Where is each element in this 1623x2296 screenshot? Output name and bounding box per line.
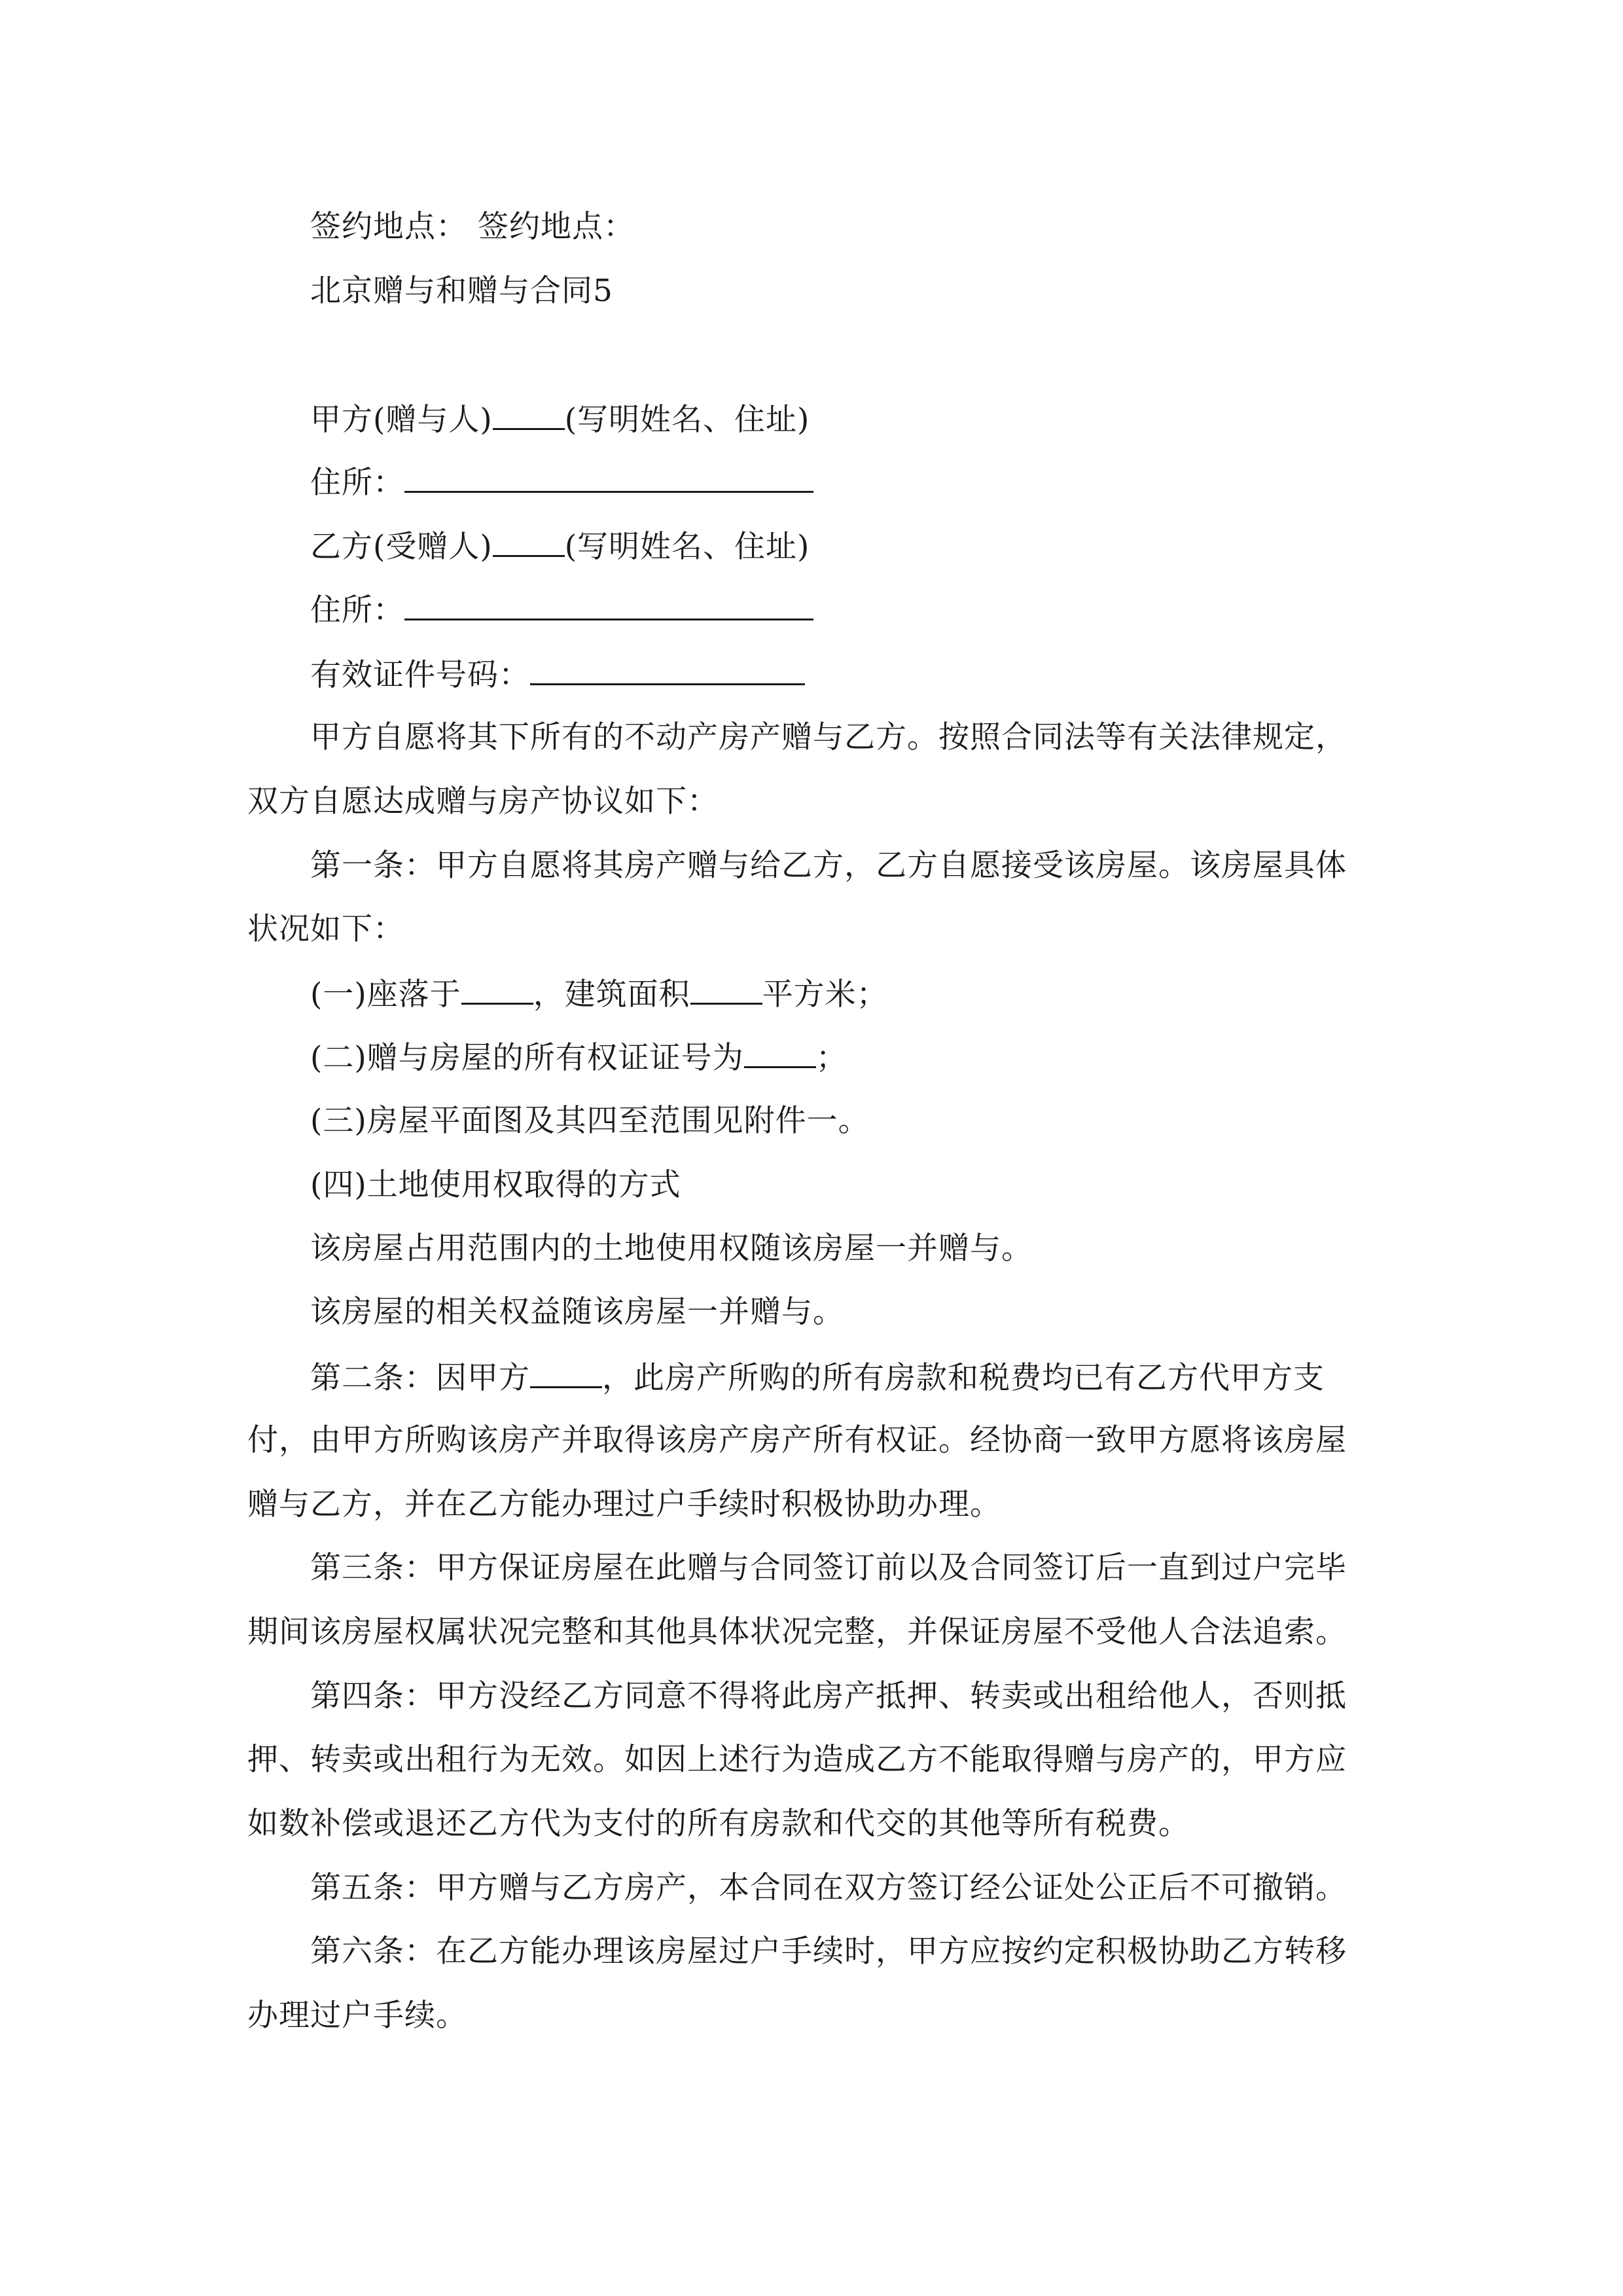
item-1-area-label: ，建筑面积 xyxy=(533,977,690,1013)
intro-line-1: 甲方自愿将其下所有的不动产房产赠与乙方。按照合同法等有关法律规定， xyxy=(310,719,1347,755)
certificate-number-blank xyxy=(744,1037,816,1068)
article-2-line-2: 付，由甲方所购该房产并取得该房产房产所有权证。经协商一致甲方愿将该房屋 xyxy=(247,1422,1347,1458)
residence-label: 住所： xyxy=(310,592,404,628)
item-2-line xyxy=(310,1037,847,1078)
residence-label: 住所： xyxy=(310,465,404,501)
article-4-line-2: 押、转卖或出租行为无效。如因上述行为造成乙方不能取得赠与房产的，甲方应 xyxy=(247,1742,1347,1778)
article-4-line-1: 第四条：甲方没经乙方同意不得将此房产抵押、转卖或出租给他人，否则抵 xyxy=(310,1678,1347,1714)
id-number-blank xyxy=(530,655,805,685)
article-6-line-1: 第六条：在乙方能办理该房屋过户手续时，甲方应按约定积极协助乙方转移 xyxy=(310,1933,1347,1969)
item-1-location-label: (一)座落于 xyxy=(310,977,461,1013)
land-right-line: 该房屋占用范围内的土地使用权随该房屋一并赠与。 xyxy=(310,1230,1033,1266)
item-2-end: ； xyxy=(815,1040,847,1076)
item-3-line: (三)房屋平面图及其四至范围见附件一。 xyxy=(310,1103,870,1139)
party-b-note: (写明姓名、住址) xyxy=(564,529,810,565)
intro-line-2: 双方自愿达成赠与房产协议如下： xyxy=(247,783,719,819)
party-b-residence-line xyxy=(310,590,813,630)
article-1-line-1: 第一条：甲方自愿将其房产赠与给乙方，乙方自愿接受该房屋。该房屋具体 xyxy=(310,848,1347,884)
article-4-line-3: 如数补偿或退还乙方代为支付的所有房款和代交的其他等所有税费。 xyxy=(247,1806,1190,1842)
id-label: 有效证件号码： xyxy=(310,657,530,693)
item-1-unit: 平方米； xyxy=(762,977,888,1013)
party-a-note: (写明姓名、住址) xyxy=(564,402,810,438)
article-2-lead: 第二条：因甲方 xyxy=(310,1360,530,1396)
sign-place-line: 签约地点： 签约地点： xyxy=(310,209,635,245)
party-b-label: 乙方(受赠人) xyxy=(310,529,493,565)
area-blank xyxy=(690,974,762,1005)
article-3-line-1: 第三条：甲方保证房屋在此赠与合同签订前以及合同签订后一直到过户完毕 xyxy=(310,1550,1347,1586)
party-b-line xyxy=(310,526,810,567)
reason-blank xyxy=(530,1357,602,1388)
party-b-blank xyxy=(493,526,565,557)
document-title: 北京赠与和赠与合同5 xyxy=(310,273,613,309)
article-2-line-1 xyxy=(310,1357,1325,1398)
item-2-label: (二)赠与房屋的所有权证证号为 xyxy=(310,1040,744,1076)
article-2-line-3: 赠与乙方，并在乙方能办理过户手续时积极协助办理。 xyxy=(247,1486,1001,1522)
item-4-line: (四)土地使用权取得的方式 xyxy=(310,1167,681,1203)
related-rights-line: 该房屋的相关权益随该房屋一并赠与。 xyxy=(310,1294,844,1330)
party-a-line xyxy=(310,399,810,440)
article-2-rest: ，此房产所购的所有房款和税费均已有乙方代甲方支 xyxy=(602,1360,1325,1396)
item-1-line xyxy=(310,974,888,1014)
location-blank xyxy=(461,974,533,1005)
article-6-line-2: 办理过户手续。 xyxy=(247,1998,467,2034)
party-a-blank xyxy=(493,399,565,430)
article-1-line-2: 状况如下： xyxy=(247,911,404,947)
article-5-line: 第五条：甲方赠与乙方房产，本合同在双方签订经公证处公正后不可撤销。 xyxy=(310,1870,1347,1906)
party-a-residence-line xyxy=(310,462,813,503)
party-a-residence-blank xyxy=(404,462,813,493)
article-3-line-2: 期间该房屋权属状况完整和其他具体状况完整，并保证房屋不受他人合法追索。 xyxy=(247,1614,1347,1650)
party-a-label: 甲方(赠与人) xyxy=(310,402,493,438)
id-number-line xyxy=(310,655,805,695)
party-b-residence-blank xyxy=(404,590,813,620)
